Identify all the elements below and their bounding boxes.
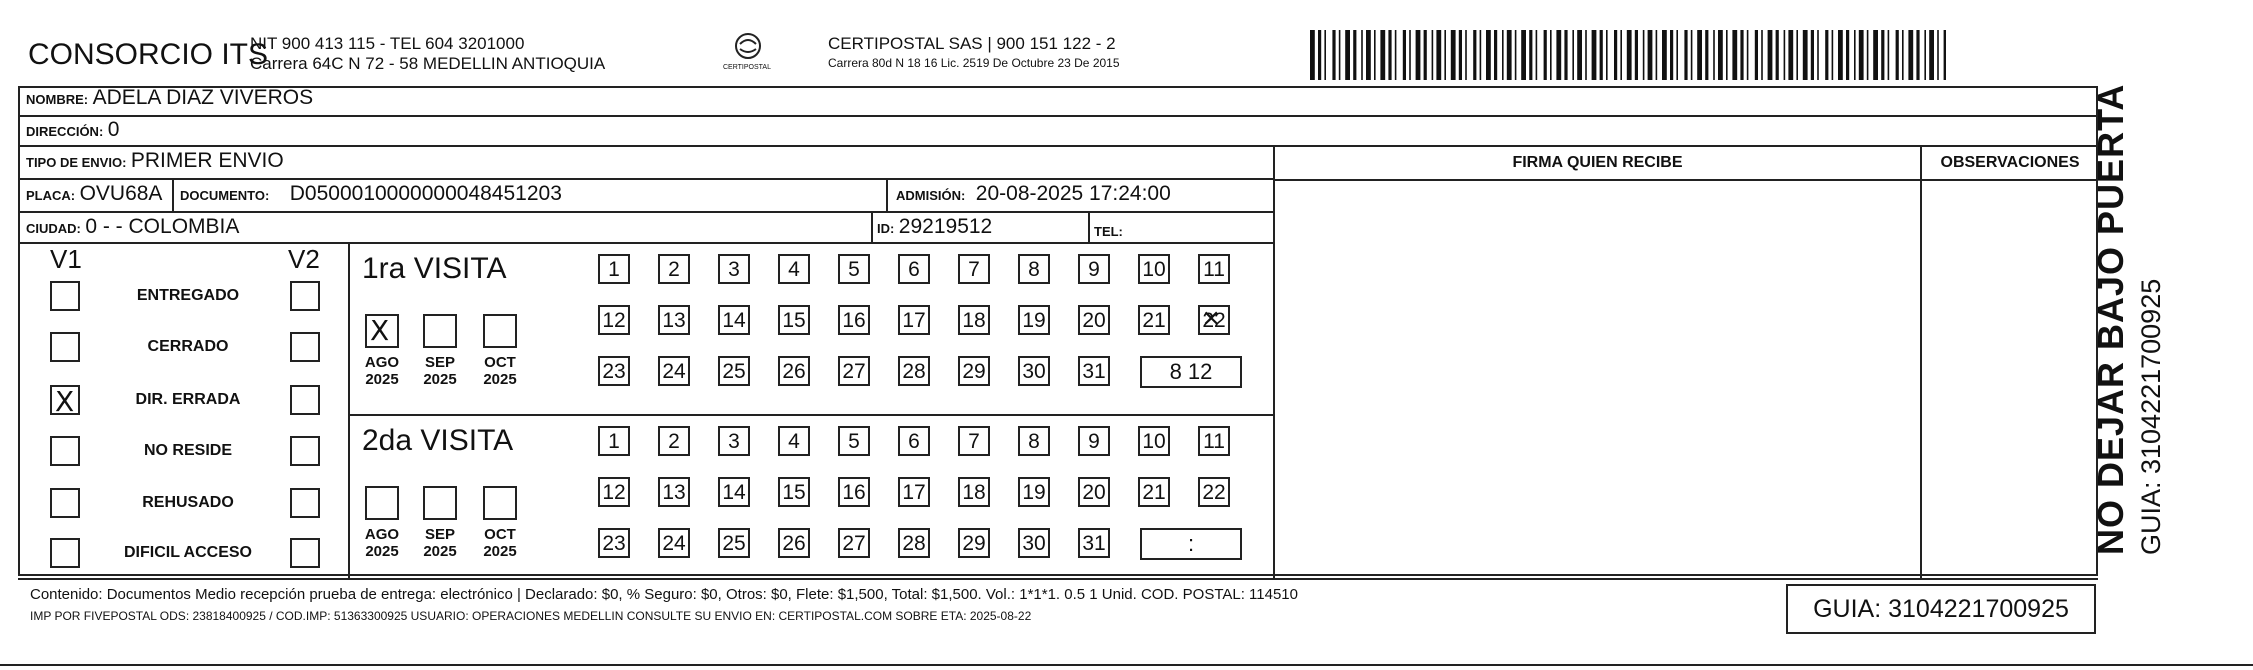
barcode-bar (1740, 30, 1743, 80)
v2-header: V2 (288, 244, 320, 274)
barcode-bar (1908, 30, 1913, 80)
barcode-bar (1784, 30, 1786, 80)
month-name: SEP (424, 354, 455, 371)
status-label: DIFICIL ACCESO (123, 544, 252, 561)
firma-header: FIRMA QUIEN RECIBE (1512, 154, 1683, 171)
side-notice (2090, 84, 2167, 555)
day-box[interactable]: 23 (598, 528, 630, 558)
day-box[interactable]: 24 (658, 356, 690, 386)
documento-label: DOCUMENTO: (180, 188, 270, 203)
divider (18, 115, 2098, 117)
day-box[interactable]: 13 (658, 477, 690, 507)
certipostal-line: CERTIPOSTAL SAS | 900 151 122 - 2 (828, 34, 1116, 53)
visit-title: 1ra VISITA (362, 252, 507, 285)
certipostal-license: Carrera 80d N 18 16 Lic. 2519 De Octubre 23 De 2015 (828, 56, 1120, 70)
barcode-bar (1896, 30, 1899, 80)
direccion-label: DIRECCIÓN: (26, 124, 104, 139)
month-checkbox[interactable] (365, 314, 399, 348)
v1-checkbox[interactable] (50, 538, 80, 568)
barcode-bar (1670, 30, 1673, 80)
day-box[interactable]: 5 (838, 254, 870, 284)
v2-checkbox[interactable] (290, 436, 320, 466)
day-box[interactable]: 31 (1078, 528, 1110, 558)
day-box[interactable]: 6 (898, 254, 930, 284)
barcode-bar (1361, 30, 1363, 80)
status-label: ENTREGADO (136, 287, 240, 304)
ciudad-row (26, 215, 239, 239)
barcode-bar (1480, 30, 1482, 80)
barcode-bar (1718, 30, 1723, 80)
barcode-bar (1697, 30, 1702, 80)
direccion-row (26, 118, 119, 142)
admision-label: ADMISIÓN: (896, 188, 966, 203)
day-box[interactable]: 11 (1198, 426, 1230, 456)
barcode-bar (1643, 30, 1645, 80)
month-checkbox[interactable] (423, 486, 457, 520)
time-box[interactable]: : (1140, 528, 1242, 560)
day-box[interactable]: 4 (778, 254, 810, 284)
barcode-bar (1318, 30, 1321, 80)
barcode-bar (1395, 30, 1397, 80)
day-box[interactable]: 16 (838, 305, 870, 335)
nombre-value: ADELA DIAZ VIVEROS (92, 86, 314, 109)
side-guia: GUIA: 3104221700925 (2136, 278, 2166, 555)
status-label: NO RESIDE (143, 442, 232, 459)
barcode-bar (1366, 30, 1371, 80)
guia-number: GUIA: 3104221700925 (1786, 584, 2096, 634)
id-row (877, 215, 992, 239)
barcode-bar (1755, 30, 1758, 80)
barcode-bar (1726, 30, 1728, 80)
day-box[interactable]: 22 (1198, 477, 1230, 507)
barcode-bar (1832, 30, 1834, 80)
barcode-bar (1691, 30, 1693, 80)
barcode-bar (1572, 30, 1574, 80)
month-checkbox[interactable] (483, 314, 517, 348)
barcode-bar (1339, 30, 1341, 80)
barcode-bar (1648, 30, 1653, 80)
day-box[interactable]: 26 (778, 528, 810, 558)
barcode-bar (1353, 30, 1356, 80)
barcode-bar (1846, 30, 1849, 80)
barcode-bar (1768, 30, 1773, 80)
day-box[interactable]: 27 (838, 528, 870, 558)
visit-title: 2da VISITA (362, 424, 514, 457)
barcode-bar (1515, 30, 1517, 80)
divider (886, 179, 888, 212)
barcode-bar (1502, 30, 1504, 80)
v2-checkbox[interactable] (290, 538, 320, 568)
day-box[interactable]: 17 (898, 477, 930, 507)
barcode-bar (1403, 30, 1406, 80)
divider (18, 145, 2098, 147)
day-box[interactable]: 2 (658, 426, 690, 456)
v1-checkbox[interactable] (50, 436, 80, 466)
barcode-bar (1310, 30, 1315, 80)
logo-text: CERTIPOSTAL (723, 64, 771, 71)
day-box[interactable]: 8 (1018, 426, 1050, 456)
barcode-bar (1705, 30, 1708, 80)
barcode-bar (1592, 30, 1597, 80)
day-box[interactable]: 29 (958, 356, 990, 386)
v2-checkbox[interactable] (290, 281, 320, 311)
certipostal-logo-icon (722, 30, 774, 80)
day-box[interactable]: 15 (778, 305, 810, 335)
v1-checkbox[interactable] (50, 332, 80, 362)
barcode-bar (1536, 30, 1538, 80)
bottom-edge (0, 664, 2253, 666)
barcode-bar (1747, 30, 1749, 80)
month-label (417, 526, 463, 560)
barcode-bar (1803, 30, 1808, 80)
v1-header: V1 (50, 244, 82, 274)
barcode-bar (1585, 30, 1587, 80)
barcode-bar (1811, 30, 1814, 80)
nombre-row (26, 86, 313, 110)
day-box[interactable]: 12 (598, 477, 630, 507)
day-box[interactable]: 30 (1018, 528, 1050, 558)
barcode-bar (1436, 30, 1441, 80)
day-box[interactable]: 2 (658, 254, 690, 284)
day-box[interactable]: 25 (718, 528, 750, 558)
divider (18, 242, 1273, 244)
day-box[interactable]: 10 (1138, 426, 1170, 456)
day-box[interactable]: 13 (658, 305, 690, 335)
tipo-envio-label: TIPO DE ENVIO: (26, 155, 127, 170)
day-box[interactable]: 19 (1018, 477, 1050, 507)
ciudad-value: 0 - - COLOMBIA (85, 215, 240, 238)
barcode-bar (1521, 30, 1526, 80)
barcode-bar (1656, 30, 1658, 80)
divider (871, 211, 873, 242)
divider (1920, 145, 1922, 578)
day-box[interactable]: 24 (658, 528, 690, 558)
day-box[interactable]: 11 (1198, 254, 1230, 284)
barcode-bar (1432, 30, 1434, 80)
barcode-bar (1713, 30, 1715, 80)
placa-label: PLACA: (26, 188, 76, 203)
barcode-bar (1902, 30, 1904, 80)
month-year: 2025 (483, 371, 517, 388)
day-box[interactable]: 7 (958, 426, 990, 456)
content-summary: Contenido: Documentos Medio recepción prueba de entrega: electrónico | Declarado: $0, % Seguro: $0, Otros: $0, Flete: $1,500, Total: $1,500. Vol.: 1*1*1. 0.5 1 Unid. COD. POSTAL: 114510 (30, 586, 1298, 603)
day-box[interactable]: 21 (1138, 477, 1170, 507)
day-box[interactable]: 19 (1018, 305, 1050, 335)
barcode-bar (1409, 30, 1411, 80)
v1-checkbox[interactable] (50, 488, 80, 518)
barcode-bar (1838, 30, 1843, 80)
day-box[interactable]: 9 (1078, 254, 1110, 284)
barcode-bar (1529, 30, 1532, 80)
barcode-bar (1796, 30, 1798, 80)
day-box[interactable]: 9 (1078, 426, 1110, 456)
barcode-bar (1459, 30, 1462, 80)
barcode-bar (1924, 30, 1926, 80)
month-year: 2025 (423, 371, 457, 388)
barcode-bar (1494, 30, 1497, 80)
barcode-bar (1854, 30, 1856, 80)
barcode-bar (1916, 30, 1919, 80)
day-box[interactable]: 21 (1138, 305, 1170, 335)
day-box[interactable]: 28 (898, 528, 930, 558)
barcode-bar (1817, 30, 1819, 80)
day-box[interactable]: 20 (1078, 477, 1110, 507)
barcode-bar (1873, 30, 1878, 80)
barcode-bar (1620, 30, 1622, 80)
address-line: Carrera 64C N 72 - 58 MEDELLIN ANTIOQUIA (250, 54, 606, 73)
nit-line: NIT 900 413 115 - TEL 604 3201000 (250, 34, 525, 53)
barcode-bar (1451, 30, 1456, 80)
company-name: CONSORCIO ITS (28, 38, 269, 71)
status-label: REHUSADO (142, 494, 234, 511)
day-box[interactable]: 29 (958, 528, 990, 558)
day-box[interactable]: 14 (718, 477, 750, 507)
barcode-bar (1627, 30, 1632, 80)
day-box[interactable]: 5 (838, 426, 870, 456)
divider (1273, 145, 1275, 578)
barcode-bar (1577, 30, 1582, 80)
month-checkbox[interactable] (365, 486, 399, 520)
barcode-bar (1732, 30, 1737, 80)
divider (350, 414, 1273, 416)
barcode-bar (1600, 30, 1603, 80)
id-value: 29219512 (898, 215, 993, 238)
divider (18, 578, 2098, 580)
day-box[interactable]: 3 (718, 426, 750, 456)
barcode-bar (1776, 30, 1779, 80)
day-box[interactable]: 3 (718, 254, 750, 284)
divider (18, 178, 1273, 180)
barcode-bar (1473, 30, 1476, 80)
month-label (359, 526, 405, 560)
barcode-bar (1332, 30, 1335, 80)
no-dejar-bajo-puerta: NO DEJAR BAJO PUERTA (2090, 83, 2131, 555)
month-year: 2025 (365, 371, 399, 388)
month-label (417, 354, 463, 388)
day-box[interactable]: 23 (598, 356, 630, 386)
divider (1275, 179, 2098, 181)
day-box[interactable]: 1 (598, 426, 630, 456)
observaciones-header: OBSERVACIONES (1940, 154, 2080, 171)
placa-value: OVU68A (79, 182, 163, 205)
barcode-bar (1424, 30, 1427, 80)
barcode-bar (1564, 30, 1567, 80)
barcode-bar (1380, 30, 1385, 80)
day-box[interactable]: 10 (1138, 254, 1170, 284)
barcode-bar (1929, 30, 1934, 80)
day-box[interactable]: 16 (838, 477, 870, 507)
print-info: IMP POR FIVEPOSTAL ODS: 23818400925 / COD.IMP: 51363300925 USUARIO: OPERACIONES MEDELLIN CONSULTE SU ENVIO EN: CERTIPOSTAL.COM SOBRE ETA: 2025-08-22 (30, 609, 1032, 623)
day-box[interactable]: 27 (838, 356, 870, 386)
barcode-bar (1888, 30, 1890, 80)
day-box[interactable]: 18 (958, 477, 990, 507)
company-info (250, 34, 605, 74)
barcode-bar (1859, 30, 1864, 80)
ciudad-label: CIUDAD: (26, 221, 81, 236)
tel-row (1094, 218, 1123, 242)
month-name: AGO (364, 526, 400, 543)
barcode-bar (1937, 30, 1939, 80)
barcode-bar (1388, 30, 1391, 80)
direccion-value: 0 (107, 118, 120, 141)
day-box[interactable]: 8 (1018, 254, 1050, 284)
day-box[interactable]: 17 (898, 305, 930, 335)
day-box[interactable]: 6 (898, 426, 930, 456)
barcode-bar (1550, 30, 1552, 80)
barcode (1310, 30, 1946, 80)
status-label: CERRADO (147, 338, 229, 355)
month-checkbox[interactable] (483, 486, 517, 520)
placa-row (26, 182, 162, 206)
barcode-bar (1486, 30, 1491, 80)
month-year: 2025 (423, 543, 457, 560)
barcode-bar (1825, 30, 1828, 80)
day-box[interactable]: 18 (958, 305, 990, 335)
day-box[interactable]: 28 (898, 356, 930, 386)
month-year: 2025 (483, 543, 517, 560)
month-name: OCT (484, 526, 516, 543)
month-checkbox[interactable] (423, 314, 457, 348)
v1-checkbox[interactable] (50, 385, 80, 415)
tel-label: TEL: (1094, 224, 1123, 239)
month-label (477, 526, 523, 560)
admision-value: 20-08-2025 17:24:00 (975, 182, 1171, 205)
barcode-bar (1676, 30, 1678, 80)
month-name: AGO (364, 354, 400, 371)
v1-checkbox[interactable] (50, 281, 80, 311)
divider (348, 242, 350, 578)
day-box[interactable]: 1 (598, 254, 630, 284)
day-box[interactable]: 22 ✕ (1198, 305, 1230, 335)
time-box[interactable]: 8 12 (1140, 356, 1242, 388)
month-name: SEP (424, 526, 455, 543)
barcode-bar (1374, 30, 1376, 80)
divider (18, 211, 1273, 213)
documento-row (180, 182, 562, 206)
barcode-bar (1788, 30, 1793, 80)
month-label (359, 354, 405, 388)
v2-checkbox[interactable] (290, 488, 320, 518)
barcode-bar (1614, 30, 1617, 80)
day-box[interactable]: 15 (778, 477, 810, 507)
barcode-bar (1944, 30, 1946, 80)
tipo-envio-value: PRIMER ENVIO (130, 149, 284, 172)
barcode-bar (1556, 30, 1561, 80)
month-label (477, 354, 523, 388)
day-box[interactable]: 30 (1018, 356, 1050, 386)
barcode-bar (1684, 30, 1687, 80)
day-box[interactable]: 14 (718, 305, 750, 335)
barcode-bar (1881, 30, 1884, 80)
barcode-bar (1416, 30, 1421, 80)
divider (1088, 211, 1090, 242)
day-box[interactable]: 25 (718, 356, 750, 386)
v2-checkbox[interactable] (290, 332, 320, 362)
barcode-bar (1867, 30, 1869, 80)
nombre-label: NOMBRE: (26, 92, 89, 107)
tipo-envio-row (26, 149, 284, 173)
barcode-bar (1345, 30, 1350, 80)
barcode-bar (1635, 30, 1638, 80)
id-label: ID: (877, 221, 895, 236)
day-box[interactable]: 26 (778, 356, 810, 386)
day-box[interactable]: 7 (958, 254, 990, 284)
admision-row (896, 182, 1171, 206)
documento-value: D0500010000000048451203 (289, 182, 562, 205)
day-box[interactable]: 31 (1078, 356, 1110, 386)
barcode-bar (1606, 30, 1608, 80)
status-label: DIR. ERRADA (135, 391, 241, 408)
barcode-bar (1465, 30, 1467, 80)
day-box[interactable]: 20 (1078, 305, 1110, 335)
barcode-bar (1324, 30, 1326, 80)
barcode-bar (1544, 30, 1547, 80)
barcode-bar (1507, 30, 1512, 80)
month-year: 2025 (365, 543, 399, 560)
barcode-bar (1662, 30, 1667, 80)
day-box[interactable]: 4 (778, 426, 810, 456)
barcode-bar (1761, 30, 1763, 80)
v2-checkbox[interactable] (290, 385, 320, 415)
day-box[interactable]: 12 (598, 305, 630, 335)
month-name: OCT (484, 354, 516, 371)
divider (172, 179, 174, 212)
barcode-bar (1444, 30, 1446, 80)
